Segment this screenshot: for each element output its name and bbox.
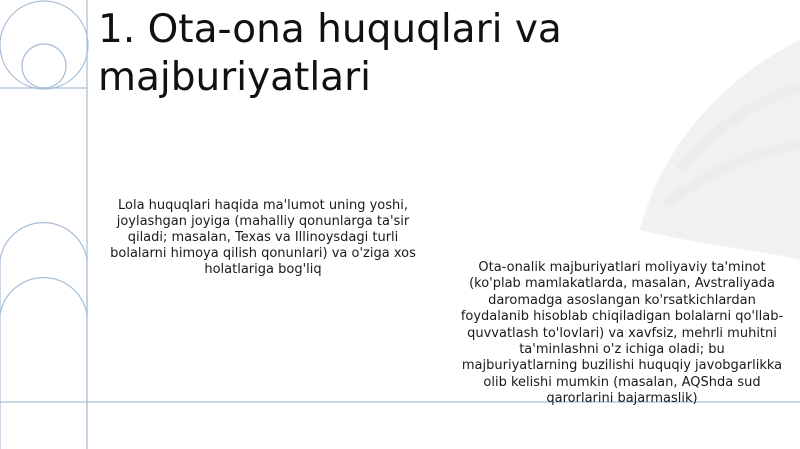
slide-title: 1. Ota-ona huquqlari va majburiyatlari xyxy=(98,7,562,100)
right-text-block: Ota-onalik majburiyatlari moliyaviy ta'minot (ko'plab mamlakatlarda, masalan, Avstraliyada daromadga asoslangan ko'rsatkichlardan foydalanib hisoblab chiqiladigan bolalarni qo'llab-quvvatlash to'lovlari) va xavfsiz, mehrli muhitni ta'minlashni o'z ichiga oladi; bu majburiyatlarning buzilishi huquqiy javobgarlikka olib kelishi mumkin (masalan, AQShda sud qarorlarini bajarmaslik) xyxy=(460,260,784,407)
circle-outline-large xyxy=(0,1,88,89)
left-text-block: Lola huquqlari haqida ma'lumot uning yoshi, joylashgan joyiga (mahalliy qonunlarga ta'sir qiladi; masalan, Texas va Illinoysdagi turli bolalarni himoya qilish qonunlari) va o'ziga xos holatlariga bog'liq xyxy=(110,198,416,277)
circle-outline-small xyxy=(22,44,66,88)
arch-outline-upper xyxy=(0,223,87,449)
arch-outline-lower xyxy=(0,278,87,315)
